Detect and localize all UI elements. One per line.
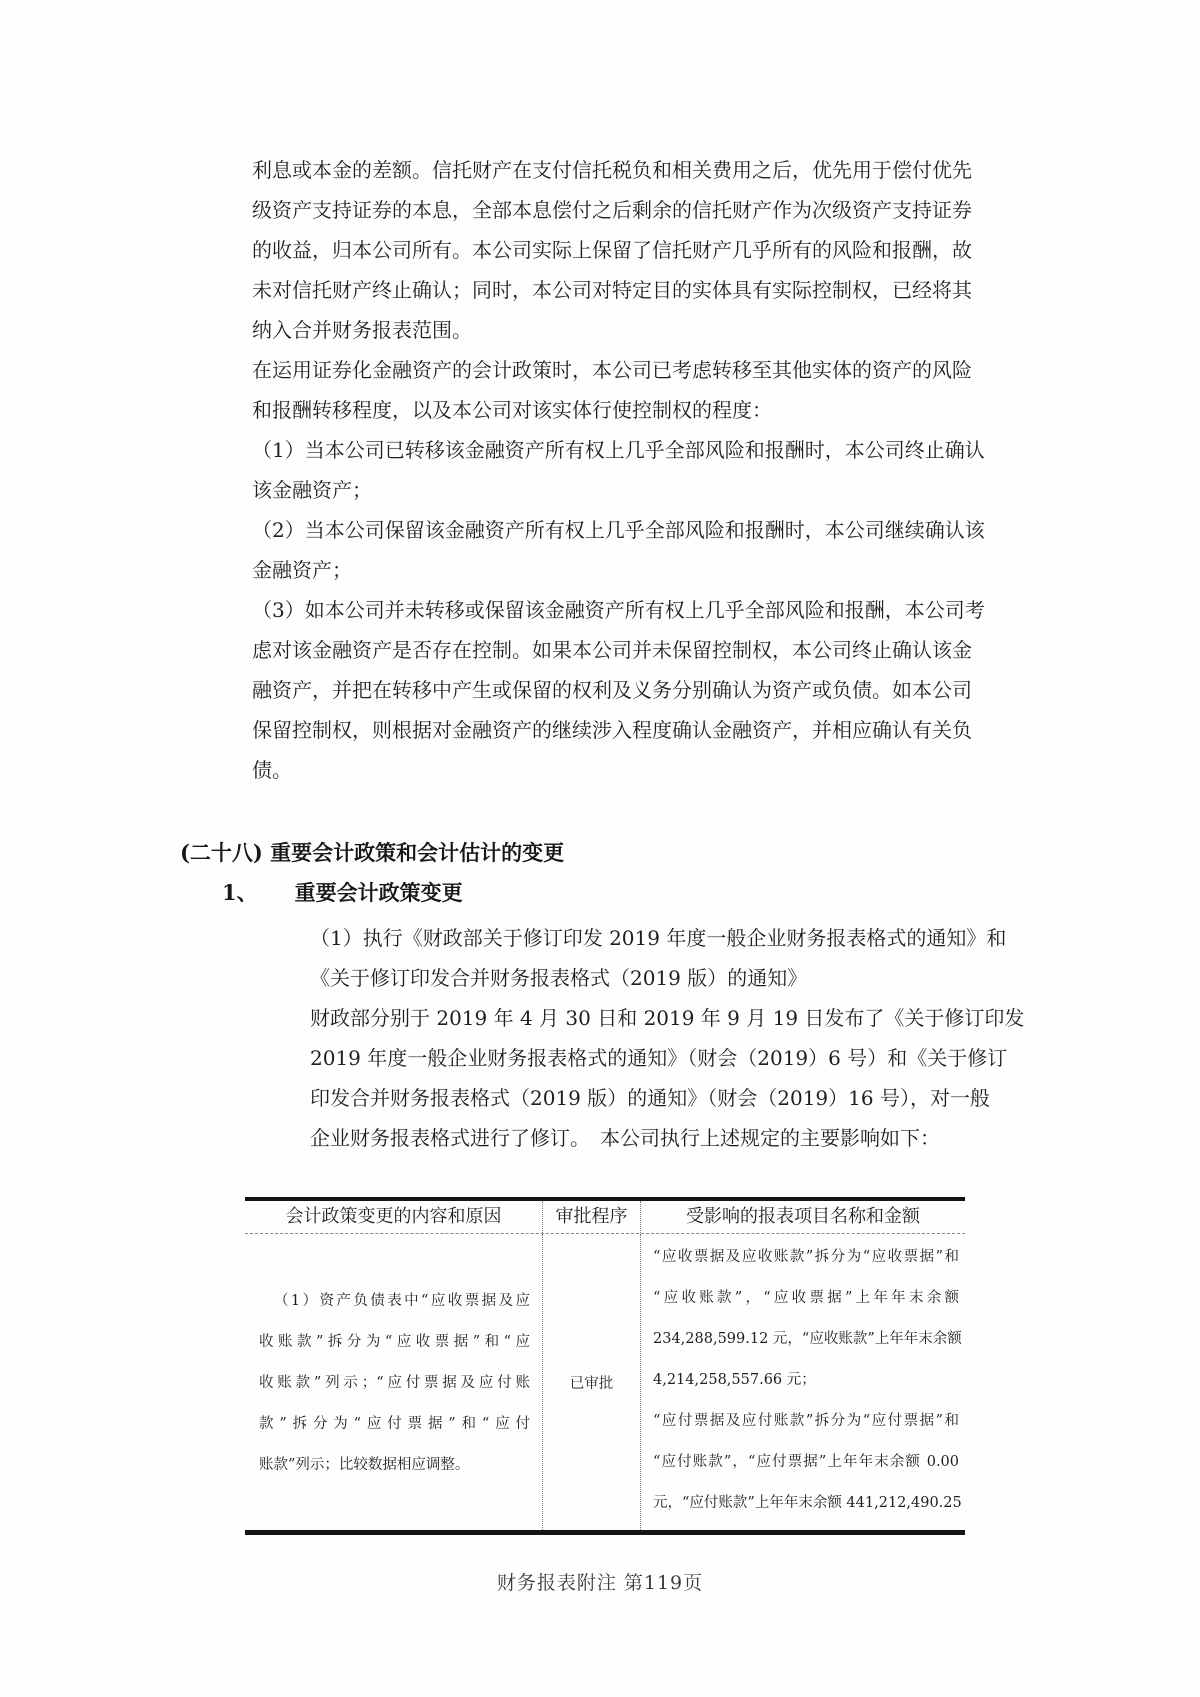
subsection-number: 1、 [222,880,258,905]
paragraph-trust-assets: 利息或本金的差额。信托财产在支付信托税负和相关费用之后，优先用于偿付优先 级资产支持证券的本息，全部本息偿付之后剩余的信托财产作为次级资产支持证券 的收益，归本公司所有。本公司实际上保留了信托财产几乎所有的风险和报酬，故 未对信托财产终止确认；同时，本公司对特定目的实体具有实际控制权，已经将其 纳入合并财务报表范围。 [252,158,972,342]
paragraph-item-2: （2）当本公司保留该金融资产所有权上几乎全部风险和报酬时，本公司继续确认该 金融资产； [252,518,985,582]
table-cell-change-content: （1）资产负债表中“应收票据及应 收账款”拆分为“应收票据”和“应 收账款”列示；“应付票据及应付账 款”拆分为“应付票据”和“应付 账款”列示；比较数据相应调整。 [259,1293,530,1473]
table-header-row [245,1201,965,1234]
subsection-title: 重要会计政策变更 [294,880,463,905]
subsection-heading [222,873,965,913]
table-header-approval: 审批程序 [542,1201,641,1233]
table-header-impact: 受影响的报表项目名称和金额 [686,1206,920,1227]
paragraph-mof-issuance: 财政部分别于 2019 年 4 月 30 日和 2019 年 9 月 19 日发布了《关于修订印发 2019 年度一般企业财务报表格式的通知》（财会（2019）6 号）和《关于修订 印发合并财务报表格式（2019 版）的通知》（财会（2019）16 号），对一般 企业财务报表格式进行了修订。 本公司执行上述规定的主要影响如下： [310,1006,1025,1150]
paragraph-item-1: （1）当本公司已转移该金融资产所有权上几乎全部风险和报酬时，本公司终止确认 该金融资产； [252,438,985,502]
policy-change-table [245,1197,965,1535]
paragraph-item-3: （3）如本公司并未转移或保留该金融资产所有权上几乎全部风险和报酬，本公司考 虑对该金融资产是否存在控制。如果本公司并未保留控制权，本公司终止确认该金 融资产，并把在转移中产生或保留的权利及义务分别确认为资产或负债。如本公司 保留控制权，则根据对金融资产的继续涉入程度确认金融资产，并相应确认有关负 债。 [252,598,985,782]
paragraph-notice-titles: （1）执行《财政部关于修订印发 2019 年度一般企业财务报表格式的通知》和 《关于修订印发合并财务报表格式（2019 版）的通知》 [310,926,1007,990]
page-footer: 财务报表附注 第119页 [496,1572,704,1594]
table-row [245,1234,965,1530]
table-cell-approval: 已审批 [542,1234,641,1530]
page-content [180,150,1025,1535]
table-cell-impact: “应收票据及应收账款”拆分为“应收票据”和 “应收账款”，“应收票据”上年年末余额 234,288,599.12 元，“应收账款”上年年末余额 4,214,258,557.66 元； “应付票据及应付账款”拆分为“应付票据”和 “应付账款”，“应付票据”上年年末余额 0.00 元，“应付账款”上年年末余额 441,212,490.25 [653,1249,962,1511]
section-heading: (二十八) 重要会计政策和会计估计的变更 [180,840,565,865]
paragraph-securitization-policy: 在运用证券化金融资产的会计政策时，本公司已考虑转移至其他实体的资产的风险 和报酬转移程度，以及本公司对该实体行使控制权的程度： [252,358,972,422]
table-header-change-content: 会计政策变更的内容和原因 [285,1206,502,1227]
